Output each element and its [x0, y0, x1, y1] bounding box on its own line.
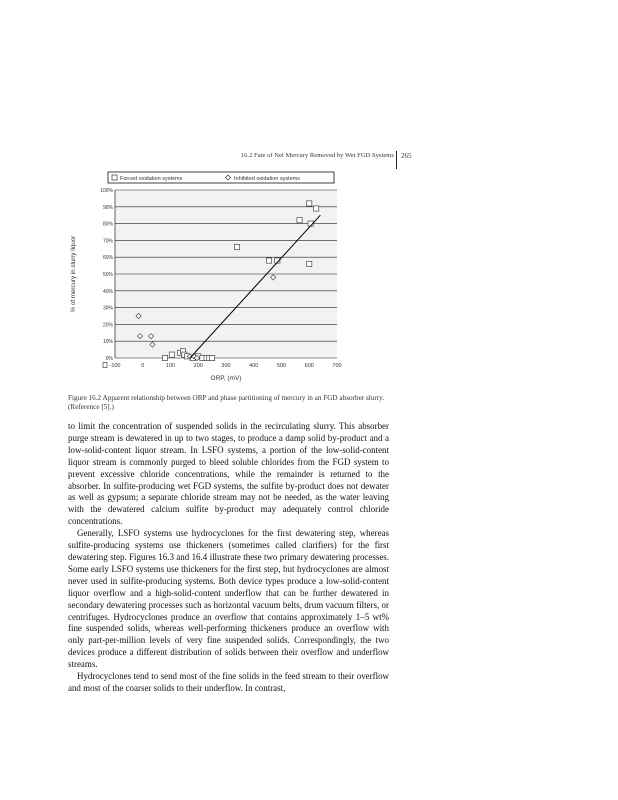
point-forced-oxidation: [314, 206, 319, 211]
x-tick-labels: [103, 363, 342, 370]
y-tick-label: 30%: [102, 305, 113, 312]
y-tick-labels: [100, 188, 113, 362]
x-tick-label: 500: [276, 363, 287, 369]
running-header: [0, 151, 618, 165]
y-tick-label: 40%: [102, 288, 113, 295]
legend-square-marker: [112, 175, 117, 180]
point-forced-oxidation: [307, 261, 312, 266]
y-tick-label: 20%: [102, 322, 113, 329]
y-tick-label: 90%: [102, 204, 113, 211]
x-tick-label: 100: [165, 363, 176, 369]
paragraph: Generally, LSFO systems use hydrocyclones for the first dewatering step, whereas sulfite-producing systems use thickeners (sometimes called clarifiers) for the first dewatering step. Figures 16.3 and 16.4 illustrate these two primary dewatering processes. Some early LSFO systems use thickeners for the first step, but hydrocyclones are almost never used in sulfite-producing systems. Both device types produce a low-solid-content liquor overflow and a high-solid-content underflow that can be further dewatered in secondary dewatering processes such as horizontal vacuum belts, drum vacuum filters, or centrifuges. Hydrocyclones produce an overflow that contains approximately 1–5 wt% fine suspended solids, whereas well-performing thickeners produce an overflow with only part-per-million levels of very fine suspended solids. Correspondingly, the two devices produce a different distribution of solids between their overflow and underflow streams.: [68, 528, 389, 670]
y-axis-label: % of mercury in slurry liquor: [70, 235, 77, 313]
running-title: 16.2 Fate of Net Mercury Removed by Wet FGD Systems: [240, 152, 394, 159]
point-forced-oxidation: [307, 201, 312, 206]
x-tick-label: 700: [332, 363, 342, 369]
y-tick-label: 10%: [102, 339, 113, 346]
point-forced-oxidation: [297, 218, 302, 223]
y-tick-label: 50%: [102, 272, 113, 278]
header-divider: [396, 151, 397, 169]
point-forced-oxidation: [235, 245, 240, 250]
x-tick-label: -100: [109, 363, 121, 369]
point-forced-oxidation: [266, 258, 271, 263]
y-tick-label: 60%: [102, 255, 113, 262]
y-tick-label: 70%: [102, 238, 113, 245]
legend-label-forced: Forced oxidation systems: [120, 176, 183, 182]
point-forced-oxidation: [210, 355, 215, 360]
paragraph: Hydrocyclones tend to send most of the fine solids in the feed stream to their overflow and most of the coarser solids to their underflow. In contrast,: [68, 671, 389, 693]
x-tick-label: 300: [221, 363, 231, 369]
paragraph: to limit the concentration of suspended solids in the recirculating slurry. This absorber purge stream is dewatered in up to two stages, to produce a damp solid by-product and a low-solid-content liquor stream. In LSFO systems, a portion of the low-solid-content liquor stream is commonly purged to bleed soluble chlorides from the FGD system to prevent excessive chloride concentrations, while the remainder is returned to the absorber. In sulfite-producing wet FGD systems, the sulfite by-product does not dewater as well as gypsum; a separate chloride stream may not be needed, as the water leaving with the dewatered calcium sulfite by-product may adequately control chloride concentrations.: [68, 421, 389, 527]
axis-origin-marker: [103, 363, 107, 368]
x-tick-label: 0: [141, 363, 145, 369]
legend: [108, 172, 334, 183]
point-forced-oxidation: [169, 352, 174, 357]
body-text: [68, 421, 389, 695]
x-tick-label: 200: [193, 363, 203, 369]
y-tick-label: 80%: [102, 221, 113, 228]
y-tick-label: 100%: [100, 188, 113, 194]
page-number: 265: [401, 152, 412, 160]
x-tick-label: 400: [249, 363, 259, 369]
legend-label-inhibited: Inhibited oxidation systems: [234, 176, 301, 182]
x-axis-label: ORP, (mV): [210, 375, 242, 382]
figure-caption: Figure 16.2 Apparent relationship between ORP and phase partitioning of mercury in an FGD absorber slurry. (Reference [5].): [68, 394, 385, 411]
y-tick-label: 0%: [105, 356, 113, 362]
point-forced-oxidation: [162, 355, 167, 360]
x-tick-label: 600: [304, 363, 314, 369]
figure-16-2-chart: [60, 170, 360, 388]
